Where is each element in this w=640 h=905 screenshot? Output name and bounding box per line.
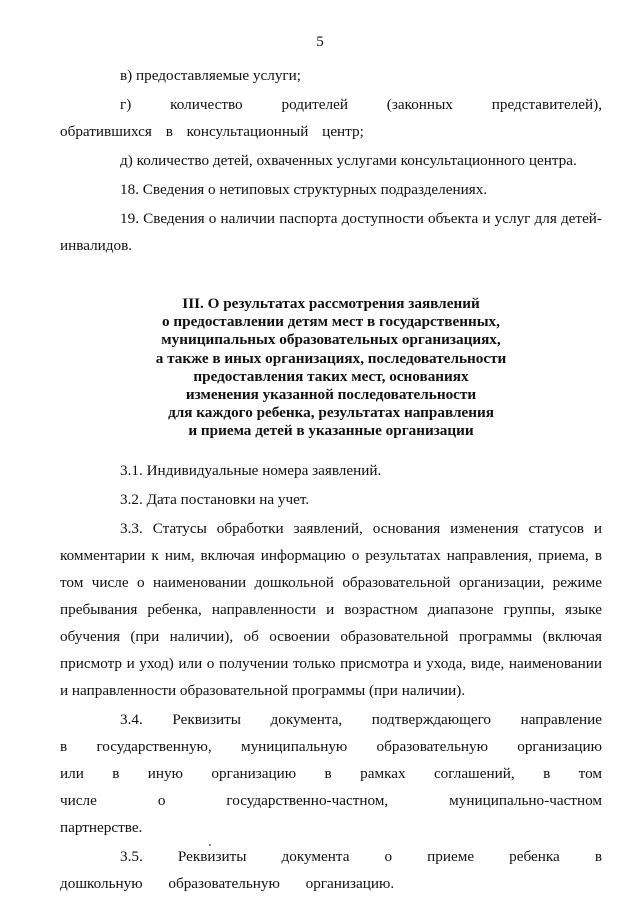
paragraph-children-count: д) количество детей, охваченных услугами консультационного центра.: [120, 152, 577, 169]
heading-line: и приема детей в указанные организации: [188, 422, 474, 440]
paragraph-status-processing: 3.3. Статусы обработки заявлений, основания изменения статусов и комментарии к ним, включая информацию о результатах направления, приема, в том числе о наименовании дошкольной образовательной организации, режиме пребывания ребенка, направленности и возрастном диапазоне группы, языке обучения (при наличии), об освоении образовательной программы (включая присмотр и уход) или о получении только присмотра и ухода, виде, наименовании и направленности образовательной программы (при наличии).: [60, 519, 602, 699]
heading-line: предоставления таких мест, основаниях: [193, 367, 469, 385]
paragraph-nontypical-units: 18. Сведения о нетиповых структурных подразделениях.: [120, 181, 488, 198]
paragraph-referral-document: 3.4. Реквизиты документа, подтверждающего направление в государственную, муниципальную образовательную организацию или в иную организацию в рамках соглашений, в том числе о государственно-частном, муниципально-частном партнерстве.: [60, 710, 602, 836]
page-number: 5: [316, 34, 324, 50]
paragraph-application-numbers: 3.1. Индивидуальные номера заявлений.: [120, 461, 382, 479]
heading-line: муниципальных образовательных организациях,: [161, 331, 501, 349]
paragraph-admission-document: 3.5. Реквизиты документа о приеме ребенка в дошкольную образовательную организацию.: [60, 847, 602, 892]
paragraph-accessibility-passport: 19. Сведения о наличии паспорта доступности объекта и услуг для детей-инвалидов.: [60, 210, 602, 254]
heading-line: III. О результатах рассмотрения заявлений: [182, 295, 480, 312]
heading-line: о предоставлении детям мест в государственных,: [162, 313, 500, 331]
scan-dot-mark: [209, 844, 211, 846]
heading-line: а также в иных организациях, последовательности: [155, 349, 507, 367]
document-content: [60, 62, 602, 897]
heading-line: изменения указанной последовательности: [185, 386, 477, 404]
section-heading: [60, 295, 602, 441]
paragraph-services: в) предоставляемые услуги;: [120, 67, 302, 84]
paragraph-registration-date: 3.2. Дата постановки на учет.: [120, 490, 310, 508]
paragraph-parents-count: г) количество родителей (законных представителей), обратившихся в консультационный центр;: [60, 96, 602, 140]
heading-line: для каждого ребенка, результатах направления: [168, 404, 494, 422]
